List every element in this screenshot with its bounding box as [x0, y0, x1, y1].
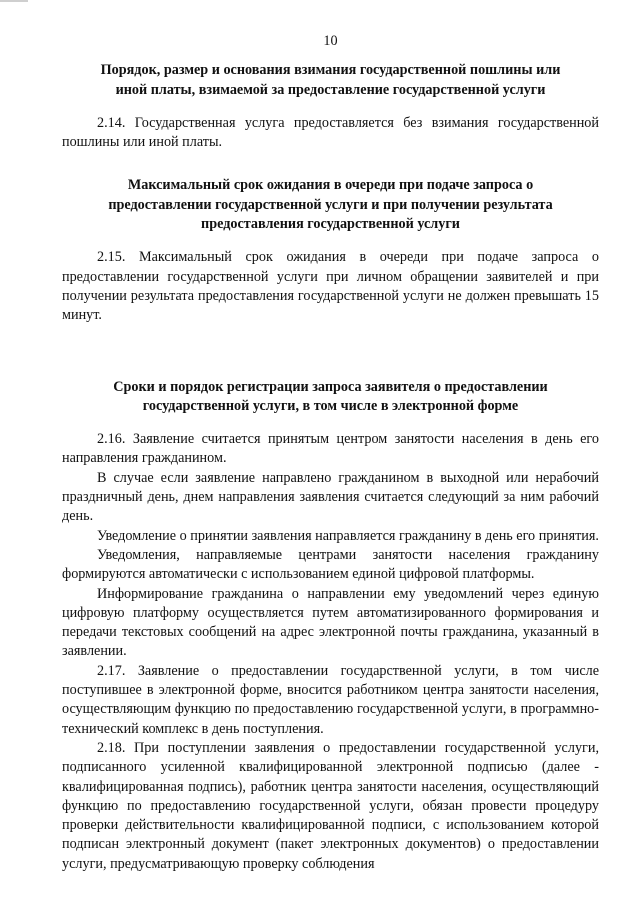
document-page	[62, 32, 599, 898]
paragraph: Информирование гражданина о направлении ему уведомлений через единую цифровую платформу осуществляется путем автоматизированного формирования и передачи текстовых сообщений на адрес электронной почты гражданина, указанный в заявлении.	[62, 585, 599, 660]
paragraph: 2.17. Заявление о предоставлении государственной услуги, в том числе поступившее в электронной форме, вносится работником центра занятости населения, осуществляющим функцию по предоставлению государственной услуги, в программно-технический комплекс в день поступления.	[62, 662, 599, 737]
section-heading: Максимальный срок ожидания в очереди при подаче запроса о предоставлении государственной услуги и при получении результата предоставления государственной услуги	[108, 177, 553, 233]
paragraph: Уведомления, направляемые центрами занятости населения гражданину формируются автоматически с использованием единой цифровой платформы.	[62, 546, 599, 583]
paragraph: 2.16. Заявление считается принятым центром занятости населения в день его направления гражданином.	[62, 431, 599, 467]
scan-corner-mark	[0, 0, 28, 2]
paragraph: 2.15. Максимальный срок ожидания в очереди при подаче запроса о предоставлении государственной услуги при личном обращении заявителей и при получении результата предоставления государственной услуги не должен превышать 15 минут.	[62, 249, 599, 324]
paragraph: Уведомление о принятии заявления направляется гражданину в день его принятия.	[97, 527, 599, 544]
page-number: 10	[323, 33, 338, 49]
section-state-fee	[62, 61, 599, 152]
paragraph: В случае если заявление направлено гражданином в выходной или нерабочий праздничный день, днем направления заявления считается следующий за ним рабочий день.	[62, 469, 599, 525]
paragraph: 2.18. При поступлении заявления о предоставлении государственной услуги, подписанного усиленной квалифицированной электронной подписью (далее - квалифицированная подпись), работник центра занятости населения, осуществляющий функцию по предоставлению государственной услуги, обязан провести процедуру проверки действительности квалифицированной подписи, с использованием которой подписан электронный документ (пакет электронных документов) о предоставлении услуги, предусматривающую проверку соблюдения	[62, 739, 599, 872]
spacer	[62, 350, 599, 378]
paragraph: 2.14. Государственная услуга предоставляется без взимания государственной пошлины или иной платы.	[62, 114, 599, 151]
section-heading: Порядок, размер и основания взимания государственной пошлины или иной платы, взимаемой за предоставление государственной услуги	[100, 62, 561, 98]
section-queue-time	[62, 176, 599, 325]
section-registration	[62, 378, 599, 874]
section-heading: Сроки и порядок регистрации запроса заявителя о предоставлении государственной услуги, в том числе в электронной форме	[113, 378, 548, 414]
